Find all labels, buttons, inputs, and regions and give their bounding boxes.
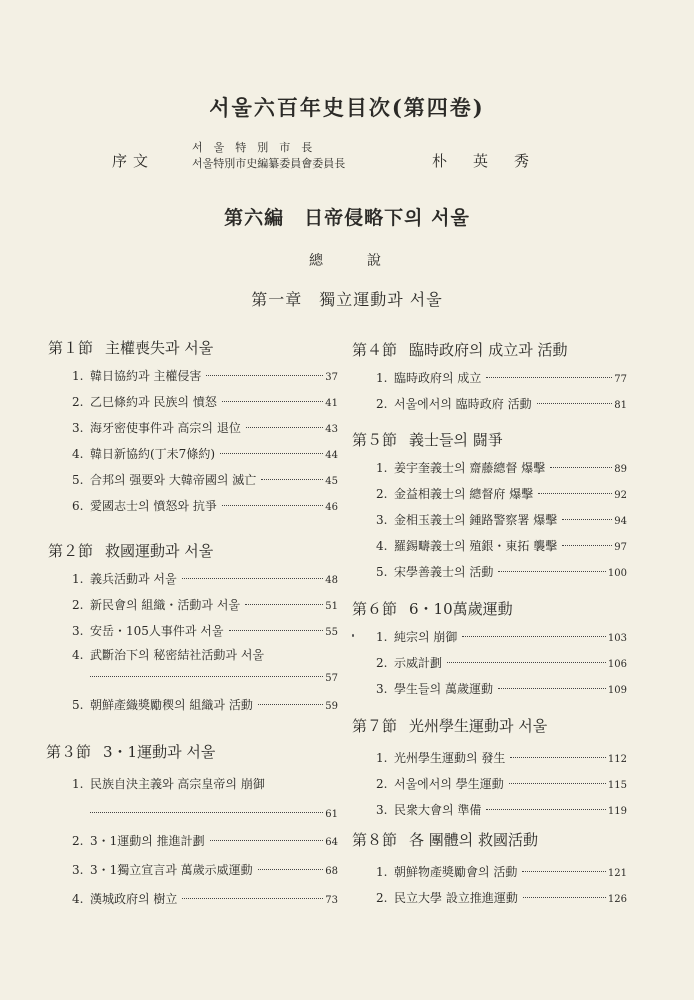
entry-page: 73 [325, 895, 338, 906]
entry-number: 3. [72, 421, 84, 435]
dot-leader [246, 427, 323, 428]
dot-leader [486, 377, 612, 378]
section-heading [352, 711, 627, 741]
dot-leader [522, 871, 605, 872]
entry-number: 5. [376, 565, 388, 579]
entry-number: 2. [72, 395, 84, 409]
section-entries [352, 455, 627, 585]
toc-entry[interactable] [48, 389, 338, 415]
chapter-title: 第一章 獨立運動과 서울 [251, 290, 443, 309]
section-heading [46, 737, 338, 767]
dot-leader [258, 704, 323, 705]
preface-role-mayor: 서울特別市長 [192, 141, 324, 154]
entry-number: 3. [72, 624, 84, 638]
entry-title: 民衆大會의 準備 [394, 803, 482, 817]
dot-leader [537, 403, 613, 404]
dot-leader [562, 545, 612, 546]
entry-page: 119 [607, 806, 627, 817]
entry-page: 46 [325, 502, 338, 513]
section-heading [48, 333, 338, 363]
toc-entry[interactable] [48, 773, 338, 827]
entry-number: 1. [376, 371, 388, 385]
entry-page: 77 [614, 374, 627, 385]
dot-leader [562, 519, 612, 520]
dot-leader [182, 898, 323, 899]
dot-leader [447, 662, 606, 663]
entry-page: 41 [325, 398, 338, 409]
dot-leader [498, 571, 605, 572]
preface-role-chairman: 서울特別市史編纂委員會委員長 [192, 157, 346, 170]
entry-title: 宋學善義士의 活動 [394, 565, 494, 579]
entry-number: 3. [376, 682, 388, 696]
toc-entry[interactable] [48, 415, 338, 441]
toc-section [352, 594, 627, 702]
toc-entry[interactable] [48, 363, 338, 389]
entry-number: 2. [376, 656, 388, 670]
toc-entry[interactable] [352, 771, 627, 797]
section-number: 第３節 [46, 743, 92, 761]
toc-entry[interactable] [352, 507, 627, 533]
toc-entry[interactable] [48, 566, 338, 592]
toc-entry[interactable] [352, 365, 627, 391]
section-heading [48, 536, 338, 566]
toc-entry[interactable] [352, 650, 627, 676]
entry-title: 民族自決主義와 高宗皇帝의 崩御 [90, 777, 265, 791]
entry-page: 45 [325, 476, 338, 487]
section-heading [352, 594, 627, 624]
overview-heading: 總說 [309, 253, 425, 269]
toc-entry[interactable] [352, 559, 627, 585]
section-title: 光州學生運動과 서울 [409, 717, 548, 735]
toc-entry[interactable] [352, 859, 627, 885]
entry-title: 合邦의 强要와 大韓帝國의 滅亡 [90, 473, 257, 487]
entry-title: 韓日新協約(丁未7條約) [90, 447, 215, 461]
section-entries [352, 745, 627, 823]
section-number: 第５節 [352, 431, 398, 449]
dot-leader [182, 578, 324, 579]
entry-number: 6. [72, 499, 84, 513]
entry-page: 100 [607, 568, 627, 579]
toc-entry[interactable] [48, 885, 338, 914]
entry-number: 3. [376, 513, 388, 527]
entry-number: 4. [72, 892, 84, 906]
dot-leader [245, 604, 323, 605]
toc-entry[interactable] [48, 467, 338, 493]
entry-number: 5. [72, 473, 84, 487]
entry-title: 義兵活動과 서울 [90, 572, 177, 586]
entry-title: 金相玉義士의 鍾路警察署 爆擊 [394, 513, 558, 527]
entry-page: 68 [325, 866, 338, 877]
dot-leader [538, 493, 612, 494]
section-entries [48, 363, 338, 519]
section-title: 3・1運動과 서울 [103, 743, 216, 761]
section-number: 第４節 [352, 341, 398, 359]
toc-entry[interactable] [352, 676, 627, 702]
print-speck [352, 634, 354, 637]
entry-number: 1. [72, 572, 84, 586]
preface-label: 序文 [112, 152, 155, 170]
entry-title: 新民會의 組織・活動과 서울 [90, 598, 240, 612]
entry-page: 37 [325, 372, 338, 383]
section-number: 第７節 [352, 717, 398, 735]
entry-page: 48 [325, 575, 338, 586]
section-title: 主權喪失과 서울 [105, 339, 214, 357]
entry-number: 1. [376, 865, 388, 879]
toc-section [48, 333, 338, 519]
entry-number: 4. [376, 539, 388, 553]
dot-leader [220, 453, 323, 454]
dot-leader [90, 676, 323, 677]
entry-title: 서울에서의 臨時政府 活動 [394, 397, 532, 411]
dot-leader [509, 783, 606, 784]
entry-number: 2. [376, 891, 388, 905]
entry-number: 1. [376, 630, 388, 644]
section-entries [48, 566, 338, 718]
entry-page: 92 [614, 490, 627, 501]
dot-leader [210, 840, 324, 841]
toc-section [48, 536, 338, 718]
entry-title: 韓日協約과 主權侵害 [90, 369, 202, 383]
section-number: 第２節 [48, 542, 94, 560]
toc-entry[interactable] [352, 745, 627, 771]
entry-number: 1. [72, 777, 84, 791]
entry-number: 1. [72, 369, 84, 383]
entry-title: 서울에서의 學生運動 [394, 777, 504, 791]
toc-entry[interactable] [352, 885, 627, 911]
dot-leader [523, 897, 606, 898]
dot-leader [258, 869, 324, 870]
entry-page: 97 [614, 542, 627, 553]
dot-leader [222, 401, 323, 402]
entry-title: 金益相義士의 總督府 爆擊 [394, 487, 534, 501]
entry-title: 朝鮮產織獎勵稧의 組織과 活動 [90, 698, 253, 712]
toc-entry[interactable] [48, 644, 338, 692]
entry-number: 2. [376, 397, 388, 411]
entry-title: 乙巳條約과 民族의 憤怒 [90, 395, 217, 409]
entry-number: 1. [376, 461, 388, 475]
dot-leader [498, 688, 606, 689]
toc-section [352, 825, 627, 911]
entry-title: 光州學生運動의 發生 [394, 751, 506, 765]
toc-entry[interactable] [48, 827, 338, 856]
dot-leader [261, 479, 323, 480]
section-title: 臨時政府의 成立과 活動 [409, 341, 568, 359]
entry-title: 臨時政府의 成立 [394, 371, 482, 385]
entry-page: 81 [614, 400, 627, 411]
toc-entry[interactable] [352, 455, 627, 481]
entry-page: 55 [325, 627, 338, 638]
entry-number: 2. [376, 487, 388, 501]
part-title: 第六編 日帝侵略下의 서울 [224, 207, 470, 229]
entry-number: 4. [72, 447, 84, 461]
dot-leader [550, 467, 612, 468]
entry-page: 64 [325, 837, 338, 848]
toc-entry[interactable] [352, 624, 627, 650]
dot-leader [486, 809, 605, 810]
section-heading [352, 825, 627, 855]
section-number: 第６節 [352, 600, 398, 618]
entry-title: 愛國志士의 憤怒와 抗爭 [90, 499, 217, 513]
toc-entry[interactable] [48, 618, 338, 644]
entry-title: 朝鮮物產獎勵會의 活動 [394, 865, 518, 879]
entry-title: 民立大學 設立推進運動 [394, 891, 518, 905]
toc-entry[interactable] [352, 391, 627, 417]
toc-entry[interactable] [48, 441, 338, 467]
dot-leader [229, 630, 324, 631]
entry-title: 姜宇奎義士의 齋藤總督 爆擊 [394, 461, 546, 475]
toc-section [352, 425, 627, 585]
section-heading [352, 425, 627, 455]
section-title: 6・10萬歲運動 [409, 600, 513, 618]
entry-number: 2. [72, 598, 84, 612]
toc-entry[interactable] [48, 493, 338, 519]
toc-section [352, 711, 627, 823]
toc-entry[interactable] [352, 481, 627, 507]
entry-title: 學生들의 萬歲運動 [394, 682, 493, 696]
toc-entry[interactable] [352, 533, 627, 559]
section-entries [352, 365, 627, 417]
entry-title: 3・1獨立宣言과 萬歲示威運動 [90, 863, 253, 877]
entry-page: 94 [614, 516, 627, 527]
entry-number: 5. [72, 698, 84, 712]
dot-leader [462, 636, 605, 637]
entry-page: 126 [607, 894, 627, 905]
section-title: 各 團體의 救國活動 [409, 831, 539, 849]
section-entries [48, 773, 338, 914]
preface-author: 朴英秀 [432, 152, 556, 170]
entry-title: 3・1運動의 推進計劃 [90, 834, 205, 848]
entry-page: 57 [325, 673, 338, 684]
entry-page: 106 [607, 659, 627, 670]
section-number: 第８節 [352, 831, 398, 849]
dot-leader [222, 505, 323, 506]
section-entries [352, 859, 627, 911]
entry-title: 示威計劃 [394, 656, 443, 670]
page-title: 서울六百年史目次(第四卷) [209, 95, 485, 120]
section-title: 救國運動과 서울 [105, 542, 214, 560]
entry-page: 112 [607, 754, 627, 765]
toc-entry[interactable] [48, 692, 338, 718]
entry-page: 89 [614, 464, 627, 475]
toc-section [48, 737, 338, 914]
entry-number: 2. [72, 834, 84, 848]
entry-title: 安岳・105人事件과 서울 [90, 624, 224, 638]
entry-title: 武斷治下의 秘密結社活動과 서울 [90, 648, 264, 662]
entry-page: 103 [607, 633, 627, 644]
entry-number: 4. [72, 648, 84, 662]
dot-leader [206, 375, 323, 376]
entry-title: 純宗의 崩御 [394, 630, 458, 644]
entry-page: 115 [607, 780, 627, 791]
entry-page: 51 [325, 601, 338, 612]
preface-roles [192, 140, 345, 172]
section-number: 第１節 [48, 339, 94, 357]
entry-page: 109 [607, 685, 627, 696]
dot-leader [510, 757, 605, 758]
toc-entry[interactable] [352, 797, 627, 823]
entry-number: 1. [376, 751, 388, 765]
toc-entry[interactable] [48, 592, 338, 618]
section-entries [352, 624, 627, 702]
entry-number: 2. [376, 777, 388, 791]
entry-title: 海牙密使事件과 高宗의 退位 [90, 421, 241, 435]
entry-title: 漢城政府의 樹立 [90, 892, 178, 906]
dot-leader [90, 812, 323, 813]
entry-number: 3. [376, 803, 388, 817]
entry-page: 59 [325, 701, 338, 712]
entry-title: 羅錫疇義士의 殖銀・東拓 襲擊 [394, 539, 558, 553]
section-heading [352, 335, 627, 365]
section-title: 義士들의 闘爭 [409, 431, 503, 449]
toc-section [352, 335, 627, 417]
entry-page: 44 [325, 450, 338, 461]
toc-entry[interactable] [48, 856, 338, 885]
entry-page: 43 [325, 424, 338, 435]
entry-page: 121 [607, 868, 627, 879]
entry-page: 61 [325, 809, 338, 820]
entry-number: 3. [72, 863, 84, 877]
